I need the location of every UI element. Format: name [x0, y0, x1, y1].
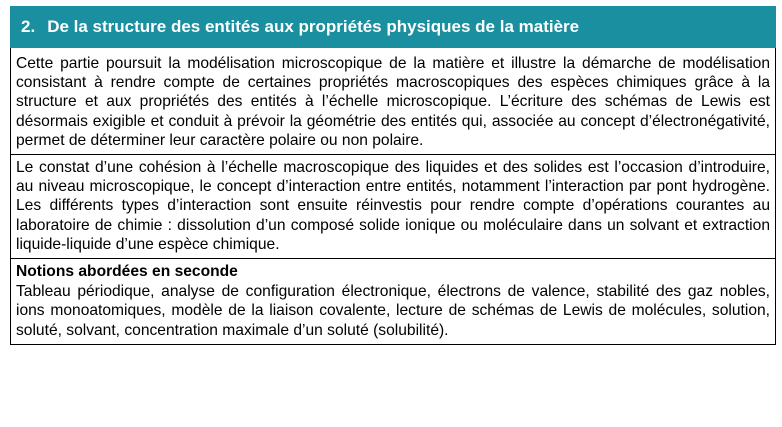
section-title: De la structure des entités aux propriétés physiques de la matière	[47, 17, 580, 36]
document-section	[10, 6, 776, 345]
notions-title: Notions abordées en seconde	[16, 263, 238, 281]
section-number: 2.	[21, 17, 36, 36]
divider	[11, 258, 775, 259]
paragraph-modelisation: Cette partie poursuit la modélisation microscopique de la matière et illustre la démarche de modélisation consistant à rendre compte de certaines propriétés macroscopiques des espèces chimiques grâce à la structure et aux propriétés des entités à l’échelle microscopique. L’écriture des schémas de Lewis est désormais exigible et conduit à prévoir la géométrie des entités qui, associée au concept d’électronégativité, permet de déterminer leur caractère polaire ou non polaire.	[16, 55, 770, 149]
notions-text: Tableau périodique, analyse de configuration électronique, électrons de valence, stabilité des gaz nobles, ions monoatomiques, modèle de la liaison covalente, lecture de schémas de Lewis de molécules, solution, soluté, solvant, concentration maximale d’un soluté (solubilité).	[16, 283, 770, 339]
section-header	[10, 6, 776, 48]
paragraph-cohesion: Le constat d’une cohésion à l’échelle macroscopique des liquides et des solides est l’occasion d’introduire, au niveau microscopique, le concept d’interaction entre entités, notamment l’interaction par pont hydrogène. Les différents types d’interaction sont ensuite réinvestis pour rendre compte d’opérations courantes au laboratoire de chimie : dissolution d’un composé solide ionique ou moléculaire dans un solvant et extraction liquide-liquide d’une espèce chimique.	[16, 159, 770, 253]
divider	[11, 154, 775, 155]
content-box	[10, 48, 776, 345]
